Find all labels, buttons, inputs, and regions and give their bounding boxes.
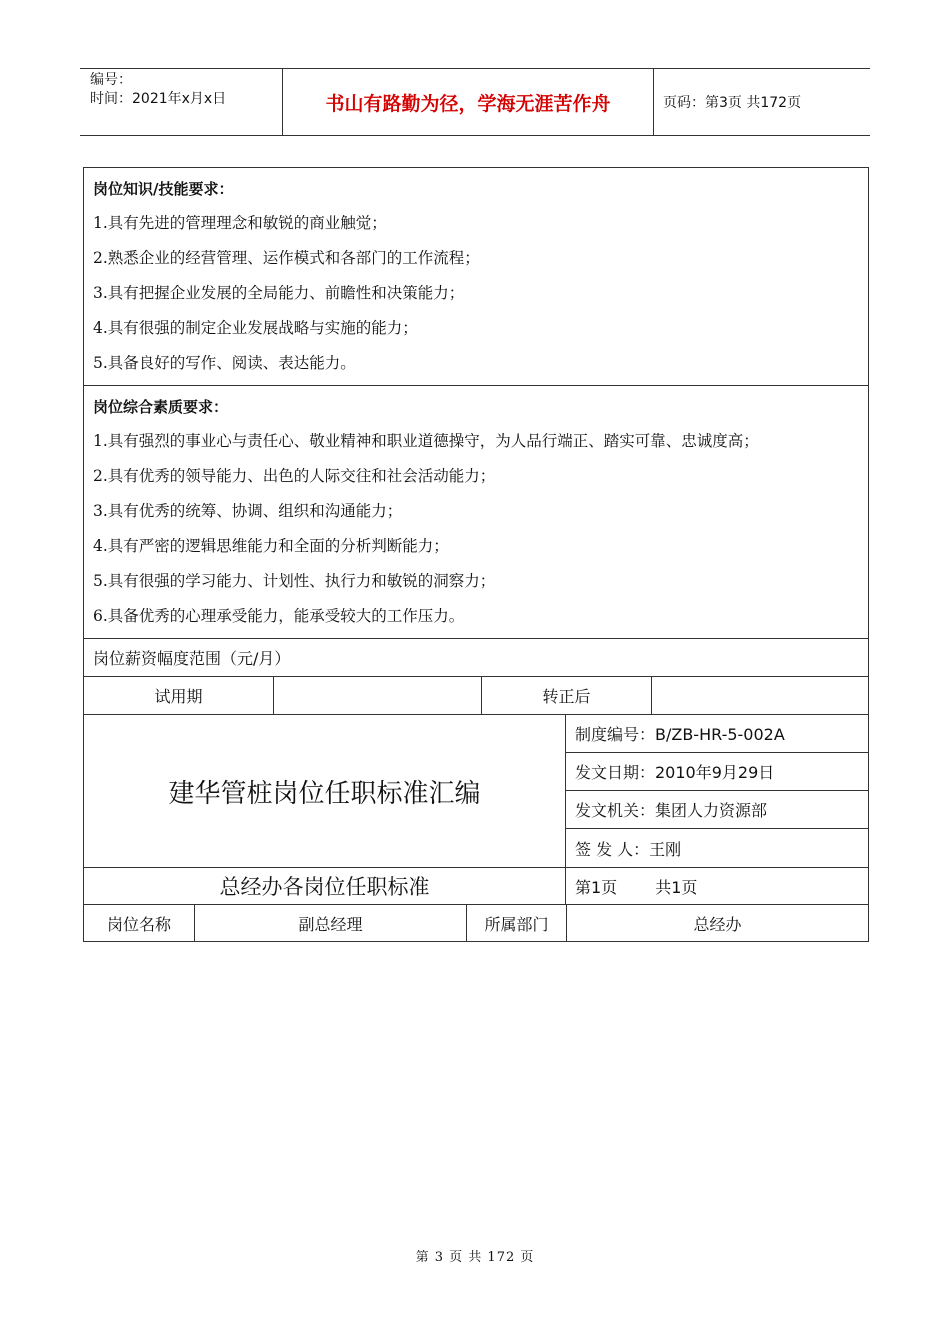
regular-value bbox=[651, 677, 868, 714]
dept-value: 总经办 bbox=[566, 905, 868, 941]
salary-title-row bbox=[84, 639, 868, 677]
job-standard-form bbox=[83, 167, 869, 942]
standard-block bbox=[84, 715, 868, 868]
quality-title: 岗位综合素质要求： bbox=[93, 398, 229, 416]
knowledge-title: 岗位知识/技能要求： bbox=[93, 180, 234, 198]
quality-item: 5.具有很强的学习能力、计划性、执行力和敏锐的洞察力； bbox=[93, 572, 496, 590]
knowledge-item: 5.具备良好的写作、阅读、表达能力。 bbox=[93, 354, 356, 372]
standard-pages bbox=[566, 868, 868, 904]
header-page-info: 页码：第3页 共172页 bbox=[663, 95, 802, 111]
knowledge-item: 4.具有很强的制定企业发展战略与实施的能力； bbox=[93, 319, 418, 337]
probation-value bbox=[273, 677, 481, 714]
standard-meta bbox=[566, 715, 868, 867]
standard-total-label: 共1页 bbox=[655, 877, 698, 897]
position-row bbox=[84, 905, 868, 941]
salary-row bbox=[84, 677, 868, 715]
quality-item: 4.具有严密的逻辑思维能力和全面的分析判断能力； bbox=[93, 537, 449, 555]
quality-item: 3.具有优秀的统筹、协调、组织和沟通能力； bbox=[93, 502, 403, 520]
position-name-label: 岗位名称 bbox=[106, 914, 171, 934]
standard-page-label: 第1页 bbox=[575, 877, 618, 897]
subtitle-row bbox=[84, 868, 868, 905]
probation-label: 试用期 bbox=[154, 687, 203, 706]
position-name-value: 副总经理 bbox=[194, 905, 466, 941]
dept-label: 所属部门 bbox=[466, 905, 566, 941]
regular-label: 转正后 bbox=[481, 677, 651, 714]
standard-title: 建华管桩岗位任职标准汇编 bbox=[84, 715, 566, 867]
issuer: 发文机关：集团人力资源部 bbox=[566, 791, 868, 829]
knowledge-item: 3.具有把握企业发展的全局能力、前瞻性和决策能力； bbox=[93, 284, 465, 302]
quality-item: 6.具备优秀的心理承受能力，能承受较大的工作压力。 bbox=[93, 607, 465, 625]
header-meta bbox=[80, 69, 282, 135]
knowledge-item: 1.具有先进的管理理念和敏锐的商业触觉； bbox=[93, 214, 387, 232]
quality-section bbox=[84, 386, 868, 639]
running-header bbox=[80, 68, 870, 136]
quality-item: 1.具有强烈的事业心与责任心、敬业精神和职业道德操守，为人品行端正、踏实可靠、忠诚度高； bbox=[93, 432, 759, 450]
code-label: 编号： bbox=[90, 72, 132, 88]
issue-date: 发文日期：2010年9月29日 bbox=[566, 753, 868, 791]
quality-item: 2.具有优秀的领导能力、出色的人际交往和社会活动能力； bbox=[93, 467, 496, 485]
signer: 签 发 人：王刚 bbox=[575, 839, 682, 859]
salary-title: 岗位薪资幅度范围（元/月） bbox=[93, 649, 291, 668]
standard-subtitle: 总经办各岗位任职标准 bbox=[84, 868, 566, 904]
page-footer: 第 3 页 共 172 页 bbox=[415, 1250, 535, 1265]
knowledge-item: 2.熟悉企业的经营管理、运作模式和各部门的工作流程； bbox=[93, 249, 480, 267]
standard-code: 制度编号：B/ZB-HR-5-002A bbox=[566, 715, 868, 753]
knowledge-section bbox=[84, 168, 868, 386]
header-motto: 书山有路勤为径，学海无涯苦作舟 bbox=[282, 69, 654, 135]
date-label: 时间：2021年x月x日 bbox=[90, 91, 227, 107]
